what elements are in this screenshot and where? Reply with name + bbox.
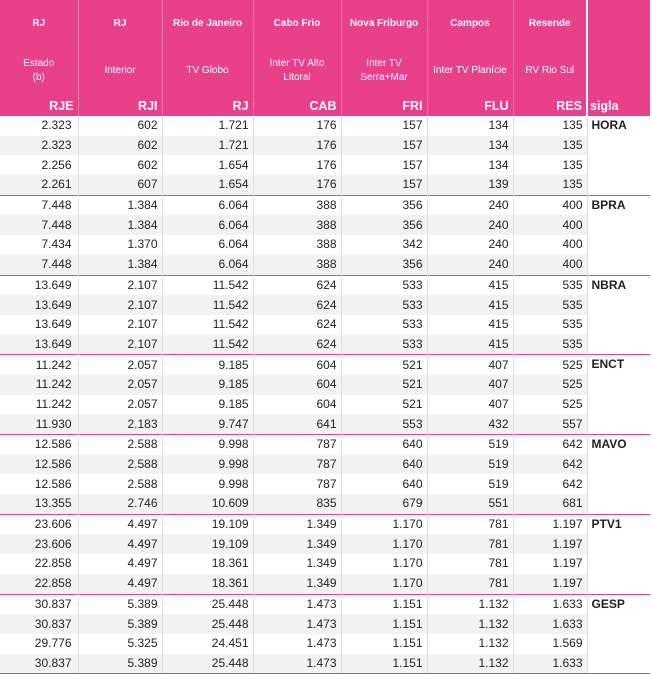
value-cell: 521 (341, 395, 427, 415)
value-cell: 604 (253, 375, 341, 395)
value-cell: 13.649 (0, 335, 78, 355)
value-cell: 2.588 (78, 435, 162, 455)
value-cell: 640 (341, 474, 427, 494)
value-cell: 10.609 (162, 494, 253, 514)
value-cell: 5.389 (78, 614, 162, 634)
value-cell: 835 (253, 494, 341, 514)
sigla-cell (587, 654, 650, 674)
header-region-rj: RJ (0, 0, 78, 46)
value-cell: 1.654 (162, 175, 253, 195)
value-cell: 1.197 (513, 554, 587, 574)
table-body (0, 116, 650, 674)
value-cell: 640 (341, 435, 427, 455)
header-station (78, 46, 162, 96)
value-cell: 135 (513, 155, 587, 175)
header-station-line2: (b) (32, 72, 45, 83)
value-cell: 356 (341, 255, 427, 275)
value-cell: 787 (253, 455, 341, 475)
value-cell: 7.434 (0, 235, 78, 255)
sigla-cell (587, 455, 650, 475)
value-cell: 176 (253, 136, 341, 156)
table-row (0, 255, 650, 275)
value-cell: 11.542 (162, 295, 253, 315)
value-cell: 2.588 (78, 455, 162, 475)
header-station (253, 46, 341, 96)
value-cell: 11.242 (0, 375, 78, 395)
value-cell: 24.451 (162, 634, 253, 654)
value-cell: 1.654 (162, 155, 253, 175)
header-code: RJE (0, 96, 78, 116)
header-row-region (0, 0, 650, 46)
value-cell: 12.586 (0, 435, 78, 455)
sigla-cell (587, 375, 650, 395)
value-cell: 525 (513, 375, 587, 395)
value-cell: 1.721 (162, 136, 253, 156)
value-cell: 157 (341, 136, 427, 156)
header-station-line1: Inter TV Alto (269, 58, 325, 69)
value-cell: 521 (341, 355, 427, 375)
value-cell: 12.586 (0, 474, 78, 494)
table-row (0, 455, 650, 475)
value-cell: 388 (253, 195, 341, 215)
value-cell: 787 (253, 435, 341, 455)
sigla-cell (587, 634, 650, 654)
value-cell: 13.649 (0, 315, 78, 335)
value-cell: 641 (253, 414, 341, 434)
value-cell: 519 (427, 455, 513, 475)
header-station-line1: Estado (23, 58, 55, 69)
value-cell: 415 (427, 335, 513, 355)
value-cell: 1.170 (341, 534, 427, 554)
sigla-cell (587, 175, 650, 195)
value-cell: 5.389 (78, 594, 162, 614)
sigla-cell: BPRA (587, 195, 650, 215)
table-row (0, 634, 650, 654)
value-cell: 432 (427, 414, 513, 434)
value-cell: 2.183 (78, 414, 162, 434)
sigla-cell (587, 414, 650, 434)
value-cell: 535 (513, 315, 587, 335)
value-cell: 5.325 (78, 634, 162, 654)
header-sigla-blank (587, 0, 650, 96)
value-cell: 4.497 (78, 574, 162, 594)
value-cell: 1.473 (253, 614, 341, 634)
value-cell: 13.649 (0, 275, 78, 295)
value-cell: 388 (253, 255, 341, 275)
table-row (0, 534, 650, 554)
sigla-cell (587, 534, 650, 554)
value-cell: 18.361 (162, 574, 253, 594)
value-cell: 5.389 (78, 654, 162, 674)
table-row (0, 195, 650, 215)
value-cell: 157 (341, 155, 427, 175)
sigla-cell (587, 574, 650, 594)
value-cell: 240 (427, 235, 513, 255)
header-code: RES (513, 96, 587, 116)
value-cell: 356 (341, 215, 427, 235)
value-cell: 135 (513, 116, 587, 136)
value-cell: 557 (513, 414, 587, 434)
value-cell: 624 (253, 315, 341, 335)
value-cell: 1.170 (341, 554, 427, 574)
header-station (341, 46, 427, 96)
header-station-line1: Interior (104, 65, 136, 76)
header-station-line1: RV Rio Sul (525, 65, 575, 76)
table-row (0, 295, 650, 315)
value-cell: 602 (78, 155, 162, 175)
header-station-line2: Serra+Mar (360, 72, 408, 83)
value-cell: 602 (78, 136, 162, 156)
value-cell: 25.448 (162, 654, 253, 674)
value-cell: 9.185 (162, 355, 253, 375)
sigla-cell: PTV1 (587, 514, 650, 534)
table-row (0, 474, 650, 494)
value-cell: 400 (513, 215, 587, 235)
value-cell: 240 (427, 255, 513, 275)
sigla-cell (587, 155, 650, 175)
table-row (0, 594, 650, 614)
value-cell: 519 (427, 435, 513, 455)
header-station-line1: Inter TV Planície (433, 65, 507, 76)
value-cell: 9.185 (162, 375, 253, 395)
value-cell: 11.242 (0, 395, 78, 415)
value-cell: 624 (253, 335, 341, 355)
value-cell: 1.170 (341, 574, 427, 594)
value-cell: 240 (427, 195, 513, 215)
value-cell: 2.261 (0, 175, 78, 195)
value-cell: 533 (341, 315, 427, 335)
value-cell: 551 (427, 494, 513, 514)
value-cell: 9.998 (162, 474, 253, 494)
value-cell: 624 (253, 275, 341, 295)
value-cell: 1.132 (427, 594, 513, 614)
value-cell: 6.064 (162, 215, 253, 235)
value-cell: 681 (513, 494, 587, 514)
value-cell: 607 (78, 175, 162, 195)
header-code: RJI (78, 96, 162, 116)
value-cell: 535 (513, 335, 587, 355)
value-cell: 553 (341, 414, 427, 434)
value-cell: 1.151 (341, 634, 427, 654)
header-region-rj-interior: RJ (78, 0, 162, 46)
header-region-resende: Resende (513, 0, 587, 46)
value-cell: 30.837 (0, 614, 78, 634)
header-region-cabo-frio: Cabo Frio (253, 0, 341, 46)
header-region-nova-friburgo: Nova Friburgo (341, 0, 427, 46)
value-cell: 1.349 (253, 554, 341, 574)
sigla-cell (587, 395, 650, 415)
value-cell: 400 (513, 235, 587, 255)
sigla-cell (587, 315, 650, 335)
value-cell: 135 (513, 175, 587, 195)
sigla-cell (587, 215, 650, 235)
value-cell: 2.107 (78, 315, 162, 335)
value-cell: 1.349 (253, 534, 341, 554)
value-cell: 30.837 (0, 654, 78, 674)
value-cell: 22.858 (0, 554, 78, 574)
value-cell: 781 (427, 514, 513, 534)
value-cell: 2.323 (0, 136, 78, 156)
table-row (0, 375, 650, 395)
value-cell: 781 (427, 554, 513, 574)
table-row (0, 215, 650, 235)
value-cell: 176 (253, 175, 341, 195)
value-cell: 1.132 (427, 614, 513, 634)
sigla-cell: NBRA (587, 275, 650, 295)
value-cell: 533 (341, 275, 427, 295)
value-cell: 30.837 (0, 594, 78, 614)
value-cell: 11.542 (162, 275, 253, 295)
value-cell: 6.064 (162, 195, 253, 215)
value-cell: 134 (427, 116, 513, 136)
value-cell: 9.998 (162, 455, 253, 475)
value-cell: 22.858 (0, 574, 78, 594)
value-cell: 1.197 (513, 514, 587, 534)
value-cell: 415 (427, 275, 513, 295)
sigla-cell: MAVO (587, 435, 650, 455)
value-cell: 642 (513, 455, 587, 475)
value-cell: 624 (253, 295, 341, 315)
table-row (0, 275, 650, 295)
value-cell: 2.107 (78, 295, 162, 315)
sigla-cell: HORA (587, 116, 650, 136)
value-cell: 400 (513, 255, 587, 275)
value-cell: 1.473 (253, 634, 341, 654)
sigla-cell (587, 295, 650, 315)
value-cell: 1.370 (78, 235, 162, 255)
table-row (0, 494, 650, 514)
value-cell: 356 (341, 195, 427, 215)
value-cell: 2.588 (78, 474, 162, 494)
value-cell: 4.497 (78, 534, 162, 554)
value-cell: 602 (78, 116, 162, 136)
value-cell: 1.633 (513, 594, 587, 614)
value-cell: 535 (513, 275, 587, 295)
value-cell: 342 (341, 235, 427, 255)
table-row (0, 116, 650, 136)
value-cell: 29.776 (0, 634, 78, 654)
header-sigla-label: sigla (587, 96, 650, 116)
table-row (0, 136, 650, 156)
value-cell: 1.170 (341, 514, 427, 534)
value-cell: 679 (341, 494, 427, 514)
value-cell: 521 (341, 375, 427, 395)
value-cell: 157 (341, 175, 427, 195)
value-cell: 12.586 (0, 455, 78, 475)
value-cell: 7.448 (0, 255, 78, 275)
value-cell: 533 (341, 335, 427, 355)
value-cell: 11.542 (162, 315, 253, 335)
value-cell: 18.361 (162, 554, 253, 574)
value-cell: 25.448 (162, 614, 253, 634)
table-row (0, 654, 650, 674)
table-row (0, 514, 650, 534)
value-cell: 533 (341, 295, 427, 315)
sigla-cell (587, 494, 650, 514)
value-cell: 2.057 (78, 395, 162, 415)
value-cell: 781 (427, 574, 513, 594)
sigla-cell: GESP (587, 594, 650, 614)
value-cell: 11.242 (0, 355, 78, 375)
value-cell: 2.256 (0, 155, 78, 175)
value-cell: 781 (427, 534, 513, 554)
header-station (427, 46, 513, 96)
value-cell: 135 (513, 136, 587, 156)
value-cell: 407 (427, 395, 513, 415)
value-cell: 23.606 (0, 534, 78, 554)
value-cell: 1.473 (253, 654, 341, 674)
value-cell: 7.448 (0, 195, 78, 215)
value-cell: 415 (427, 315, 513, 335)
value-cell: 642 (513, 435, 587, 455)
header-region-campos: Campos (427, 0, 513, 46)
value-cell: 1.132 (427, 654, 513, 674)
value-cell: 2.107 (78, 275, 162, 295)
value-cell: 1.384 (78, 215, 162, 235)
sigla-cell (587, 554, 650, 574)
value-cell: 6.064 (162, 235, 253, 255)
header-row-station (0, 46, 650, 96)
value-cell: 2.107 (78, 335, 162, 355)
value-cell: 604 (253, 395, 341, 415)
value-cell: 388 (253, 235, 341, 255)
sigla-cell: ENCT (587, 355, 650, 375)
value-cell: 11.542 (162, 335, 253, 355)
table-row (0, 175, 650, 195)
value-cell: 388 (253, 215, 341, 235)
value-cell: 1.151 (341, 654, 427, 674)
value-cell: 9.998 (162, 435, 253, 455)
value-cell: 1.349 (253, 514, 341, 534)
value-cell: 1.633 (513, 654, 587, 674)
table-row (0, 574, 650, 594)
sigla-cell (587, 614, 650, 634)
value-cell: 604 (253, 355, 341, 375)
table-row (0, 614, 650, 634)
value-cell: 13.355 (0, 494, 78, 514)
value-cell: 1.569 (513, 634, 587, 654)
value-cell: 25.448 (162, 594, 253, 614)
value-cell: 6.064 (162, 255, 253, 275)
table-header (0, 0, 650, 116)
value-cell: 176 (253, 116, 341, 136)
header-code: CAB (253, 96, 341, 116)
table-row (0, 435, 650, 455)
table-row (0, 155, 650, 175)
value-cell: 1.349 (253, 574, 341, 594)
value-cell: 23.606 (0, 514, 78, 534)
table-row (0, 414, 650, 434)
value-cell: 2.057 (78, 375, 162, 395)
value-cell: 7.448 (0, 215, 78, 235)
value-cell: 400 (513, 195, 587, 215)
value-cell: 1.384 (78, 255, 162, 275)
value-cell: 19.109 (162, 514, 253, 534)
header-station-line1: TV Globo (186, 65, 229, 76)
header-code: FLU (427, 96, 513, 116)
value-cell: 407 (427, 355, 513, 375)
table-row (0, 315, 650, 335)
table-row (0, 554, 650, 574)
value-cell: 1.473 (253, 594, 341, 614)
value-cell: 525 (513, 355, 587, 375)
table-row (0, 395, 650, 415)
value-cell: 519 (427, 474, 513, 494)
header-region-rio: Rio de Janeiro (162, 0, 253, 46)
value-cell: 1.132 (427, 634, 513, 654)
sigla-cell (587, 335, 650, 355)
table-row (0, 335, 650, 355)
value-cell: 134 (427, 155, 513, 175)
value-cell: 1.151 (341, 594, 427, 614)
value-cell: 2.057 (78, 355, 162, 375)
value-cell: 157 (341, 116, 427, 136)
value-cell: 19.109 (162, 534, 253, 554)
value-cell: 1.384 (78, 195, 162, 215)
value-cell: 13.649 (0, 295, 78, 315)
value-cell: 535 (513, 295, 587, 315)
value-cell: 525 (513, 395, 587, 415)
value-cell: 240 (427, 215, 513, 235)
header-station (162, 46, 253, 96)
value-cell: 4.497 (78, 554, 162, 574)
value-cell: 11.930 (0, 414, 78, 434)
value-cell: 2.323 (0, 116, 78, 136)
value-cell: 1.151 (341, 614, 427, 634)
value-cell: 9.185 (162, 395, 253, 415)
value-cell: 415 (427, 295, 513, 315)
value-cell: 134 (427, 136, 513, 156)
table-row (0, 235, 650, 255)
sigla-cell (587, 255, 650, 275)
header-row-codes (0, 96, 650, 116)
table-row (0, 355, 650, 375)
header-station (0, 46, 78, 96)
header-code: RJ (162, 96, 253, 116)
value-cell: 787 (253, 474, 341, 494)
header-station-line1: Inter TV (366, 58, 402, 69)
value-cell: 139 (427, 175, 513, 195)
value-cell: 176 (253, 155, 341, 175)
value-cell: 9.747 (162, 414, 253, 434)
value-cell: 642 (513, 474, 587, 494)
value-cell: 407 (427, 375, 513, 395)
value-cell: 1.721 (162, 116, 253, 136)
sigla-cell (587, 235, 650, 255)
value-cell: 4.497 (78, 514, 162, 534)
value-cell: 1.197 (513, 534, 587, 554)
value-cell: 2.746 (78, 494, 162, 514)
header-station (513, 46, 587, 96)
sigla-cell (587, 474, 650, 494)
header-station-line2: Litoral (283, 72, 311, 83)
sigla-cell (587, 136, 650, 156)
header-code: FRI (341, 96, 427, 116)
value-cell: 1.633 (513, 614, 587, 634)
value-cell: 1.197 (513, 574, 587, 594)
value-cell: 640 (341, 455, 427, 475)
